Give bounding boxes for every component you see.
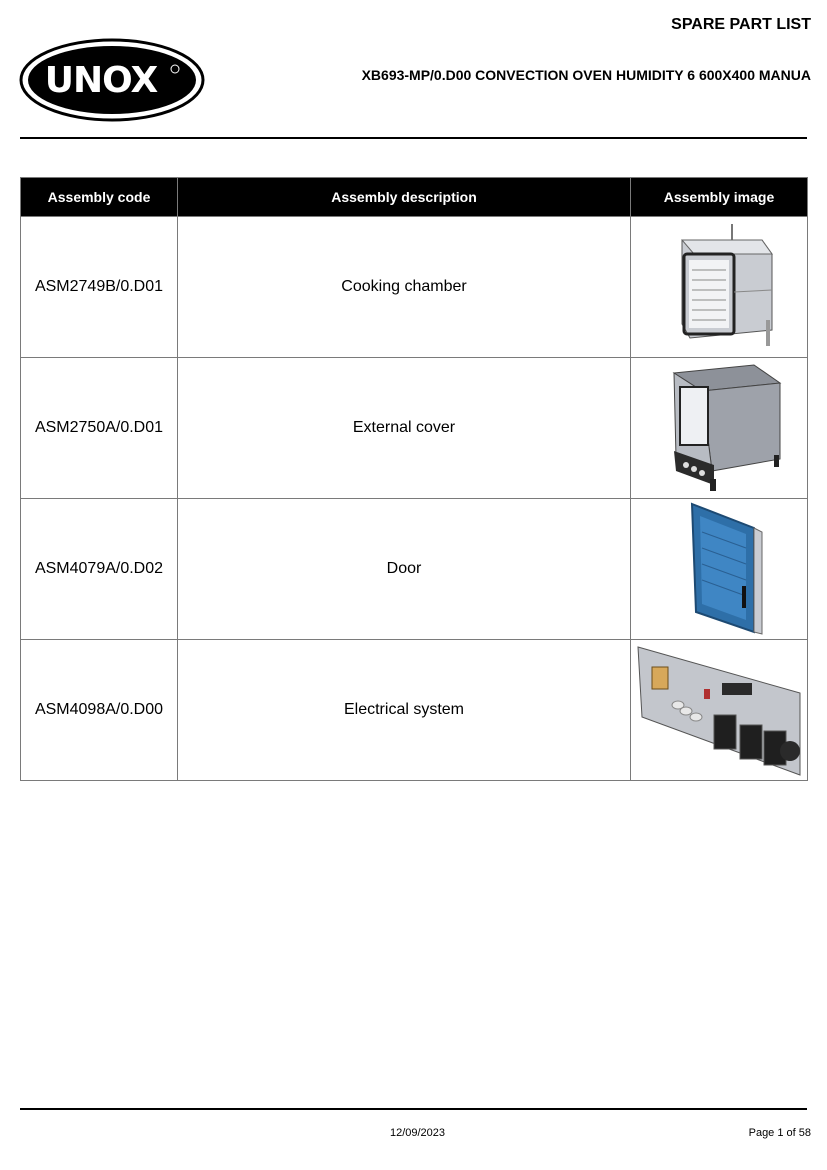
assembly-code-link[interactable]: ASM4079A/0.D02 [21, 499, 178, 640]
assembly-description: Electrical system [178, 640, 631, 781]
external-cover-image [631, 358, 808, 499]
assembly-description: Cooking chamber [178, 217, 631, 358]
assembly-code-link[interactable]: ASM2749B/0.D01 [21, 217, 178, 358]
table-row [21, 640, 808, 781]
assembly-description: Door [178, 499, 631, 640]
door-image [631, 499, 808, 640]
page-number: Page 1 of 58 [748, 1127, 811, 1139]
table-row [21, 358, 808, 499]
cooking-chamber-image [631, 217, 808, 358]
column-header-description: Assembly description [178, 178, 631, 217]
column-header-code: Assembly code [21, 178, 178, 217]
column-header-image: Assembly image [631, 178, 808, 217]
unox-logo [19, 38, 205, 122]
table-header-row [21, 178, 808, 217]
table-row [21, 217, 808, 358]
assembly-code-link[interactable]: ASM4098A/0.D00 [21, 640, 178, 781]
footer-date: 12/09/2023 [389, 1127, 446, 1139]
assembly-code-link[interactable]: ASM2750A/0.D01 [21, 358, 178, 499]
document-type: SPARE PART LIST [671, 16, 811, 33]
assembly-description: External cover [178, 358, 631, 499]
svg-text:UNOX: UNOX [44, 60, 158, 101]
electrical-system-image [631, 640, 808, 781]
header-divider [20, 137, 807, 139]
footer-divider [20, 1108, 807, 1110]
assembly-table [20, 177, 808, 781]
table-row [21, 499, 808, 640]
document-title: XB693-MP/0.D00 CONVECTION OVEN HUMIDITY 6 600X400 MANUA [361, 67, 811, 83]
